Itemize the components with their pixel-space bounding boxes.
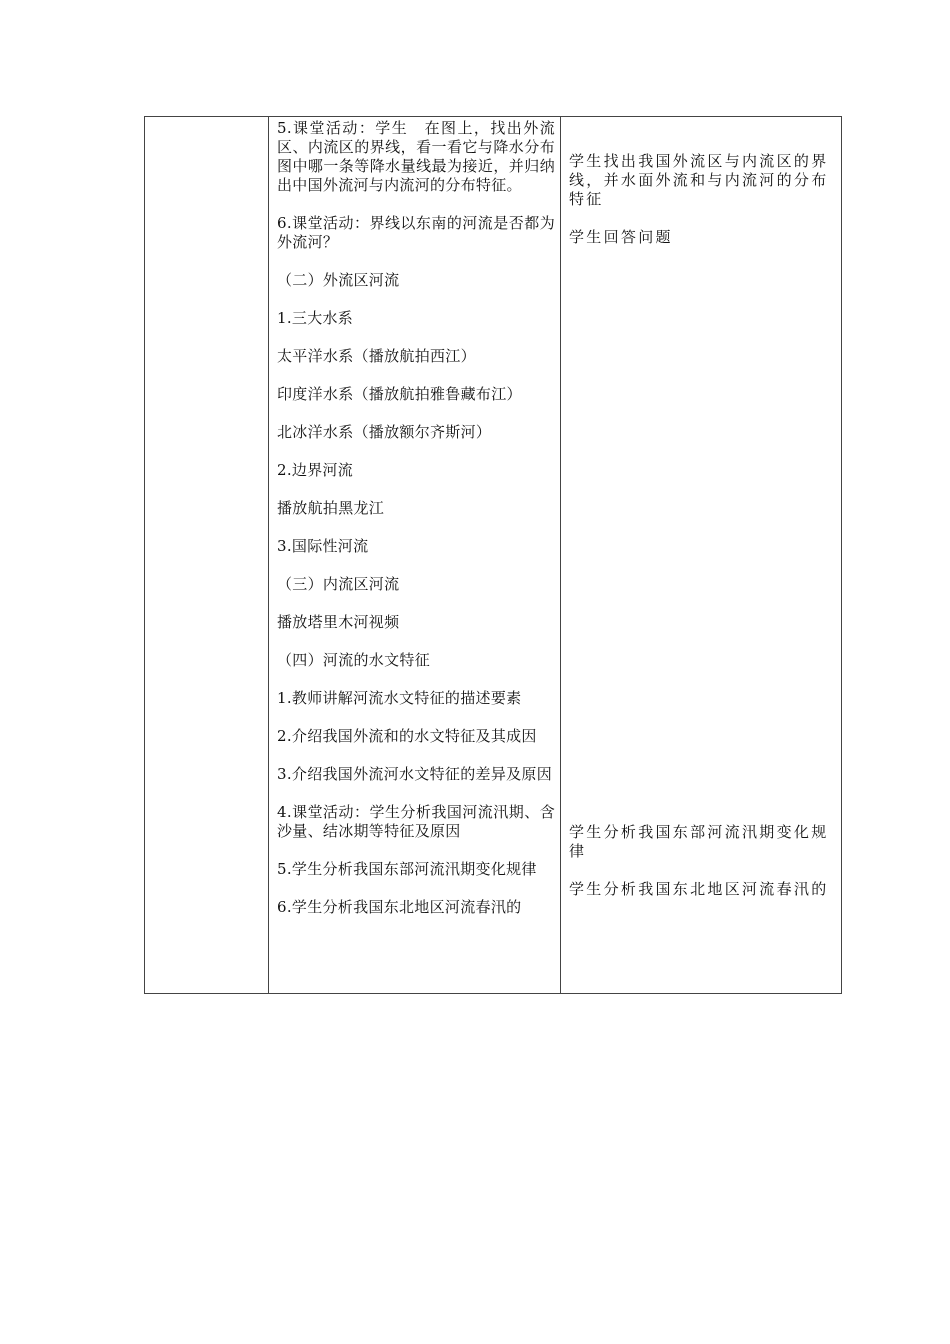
paragraph: 6.学生分析我国东北地区河流春汛的 xyxy=(277,898,522,916)
paragraph: 学生回答问题 xyxy=(569,228,673,246)
paragraph: （三）内流区河流 xyxy=(277,575,400,593)
paragraph: 学生分析我国东北地区河流春汛的 xyxy=(569,880,829,898)
paragraph: 播放航拍黑龙江 xyxy=(277,499,385,517)
column-divider xyxy=(560,117,561,993)
paragraph: 6.课堂活动：界线以东南的河流是否都为外流河？ xyxy=(277,214,555,251)
paragraph: 2.边界河流 xyxy=(277,461,354,479)
paragraph: （二）外流区河流 xyxy=(277,271,400,289)
teacher-activity-cell xyxy=(277,119,555,936)
paragraph: 5.学生分析我国东部河流汛期变化规律 xyxy=(277,860,537,878)
paragraph: 播放塔里木河视频 xyxy=(277,613,400,631)
lesson-table xyxy=(144,116,842,994)
paragraph: 印度洋水系（播放航拍雅鲁藏布江） xyxy=(277,385,522,403)
paragraph: 太平洋水系（播放航拍西江） xyxy=(277,347,476,365)
paragraph: 学生找出我国外流区与内流区的界线，并水面外流和与内流河的分布特征 xyxy=(569,152,829,208)
paragraph: 1.教师讲解河流水文特征的描述要素 xyxy=(277,689,522,707)
paragraph: 北冰洋水系（播放额尔齐斯河） xyxy=(277,423,492,441)
student-activity-top xyxy=(569,152,837,266)
student-activity-bottom xyxy=(569,823,837,918)
column-divider xyxy=(268,117,269,993)
paragraph: 3.国际性河流 xyxy=(277,537,369,555)
paragraph: 3.介绍我国外流河水文特征的差异及原因 xyxy=(277,765,553,783)
paragraph: 学生分析我国东部河流汛期变化规律 xyxy=(569,823,829,860)
paragraph: 4.课堂活动：学生分析我国河流汛期、含沙量、结冰期等特征及原因 xyxy=(277,803,555,840)
paragraph: 1.三大水系 xyxy=(277,309,354,327)
paragraph: 2.介绍我国外流和的水文特征及其成因 xyxy=(277,727,537,745)
paragraph: 5.课堂活动：学生 在图上，找出外流区、内流区的界线，看一看它与降水分布图中哪一条等降水量线最为接近，并归纳出中国外流河与内流河的分布特征。 xyxy=(277,119,555,194)
paragraph: （四）河流的水文特征 xyxy=(277,651,431,669)
